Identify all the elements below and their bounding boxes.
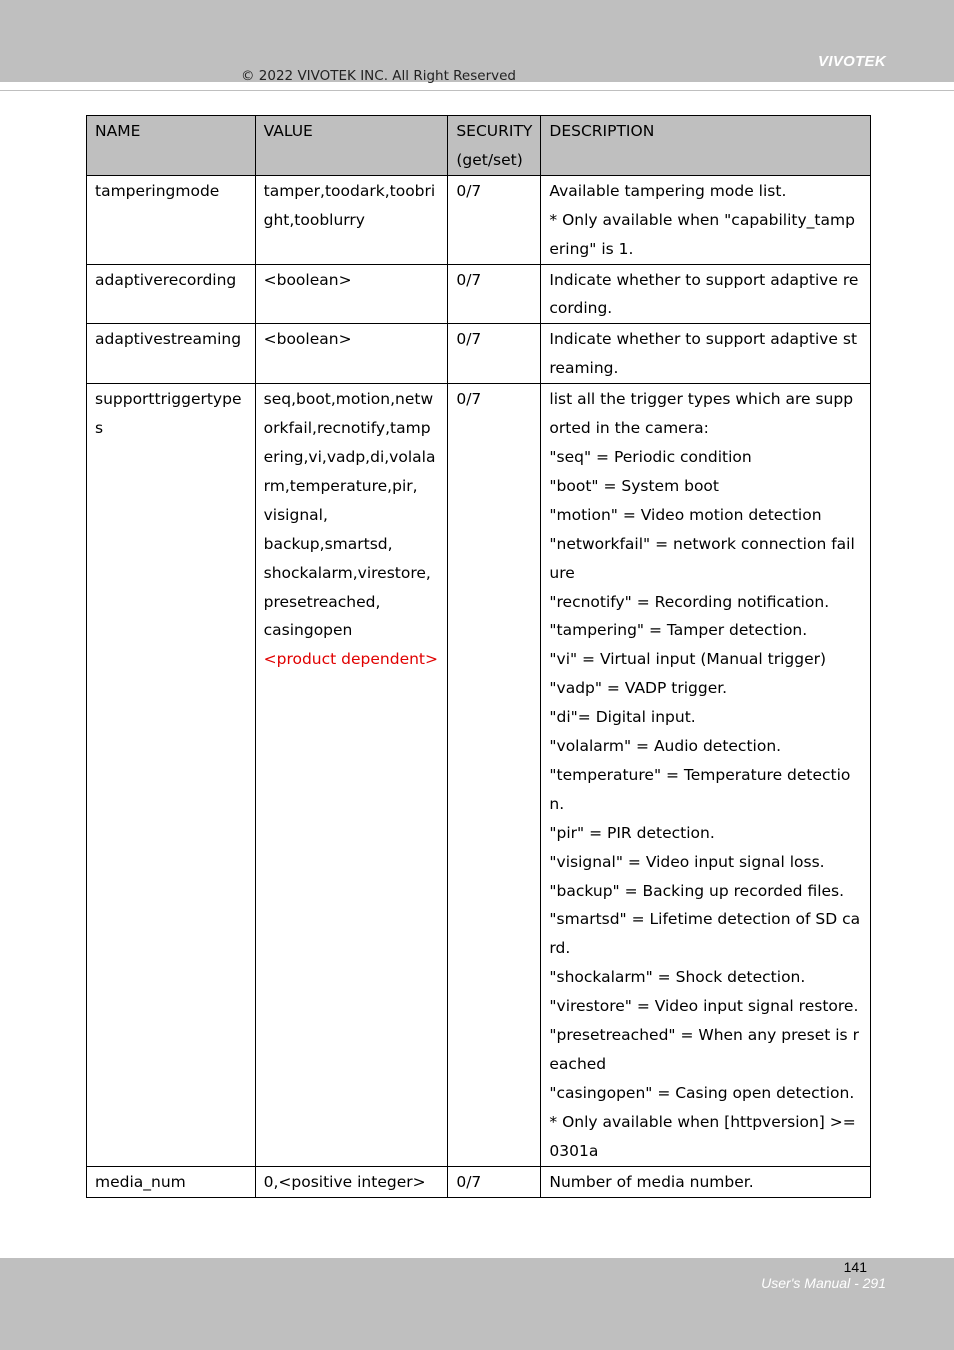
description-line: * Only available when [httpversion] >= 0301a bbox=[549, 1112, 856, 1160]
cell-value bbox=[255, 1166, 448, 1197]
description-line: list all the trigger types which are supported in the camera: bbox=[549, 390, 854, 438]
cell-security: 0/7 bbox=[448, 384, 541, 1166]
value-line: tamper,toodark,toobright,tooblurry bbox=[263, 181, 436, 229]
cell-security: 0/7 bbox=[448, 264, 541, 324]
description-line: "seq" = Periodic condition bbox=[549, 447, 752, 466]
description-line: "presetreached" = When any preset is reached bbox=[549, 1026, 859, 1073]
header-security bbox=[448, 116, 541, 176]
cell-description bbox=[541, 324, 871, 384]
value-line: casingopen bbox=[263, 621, 353, 640]
product-dependent-note: <product dependent> bbox=[263, 650, 438, 669]
header-description-label: DESCRIPTION bbox=[549, 122, 655, 140]
value-line: 0,<positive integer> bbox=[263, 1172, 426, 1191]
table-row bbox=[87, 384, 871, 1166]
value-line: seq,boot,motion,networkfail,recnotify,tampering,vi,vadp,di,volalarm,temperature,pir, bbox=[263, 390, 436, 495]
table-header-row bbox=[87, 116, 871, 176]
cell-security: 0/7 bbox=[448, 324, 541, 384]
cell-name: tamperingmode bbox=[87, 175, 256, 264]
description-line: Number of media number. bbox=[549, 1172, 754, 1191]
description-line: Available tampering mode list. bbox=[549, 181, 787, 200]
description-line: "pir" = PIR detection. bbox=[549, 823, 715, 842]
description-line: * Only available when "capability_tampering" is 1. bbox=[549, 210, 855, 258]
cell-description bbox=[541, 175, 871, 264]
copyright-text: © 2022 VIVOTEK INC. All Right Reserved bbox=[241, 68, 516, 84]
description-line: Indicate whether to support adaptive recording. bbox=[549, 270, 859, 318]
description-line: "visignal" = Video input signal loss. bbox=[549, 852, 825, 871]
description-line: "virestore" = Video input signal restore. bbox=[549, 997, 859, 1016]
description-line: Indicate whether to support adaptive streaming. bbox=[549, 330, 858, 378]
cell-name: supporttriggertypes bbox=[87, 384, 256, 1166]
value-line: <boolean> bbox=[263, 330, 352, 349]
cell-name: adaptiverecording bbox=[87, 264, 256, 324]
header-name bbox=[87, 116, 256, 176]
description-line: "smartsd" = Lifetime detection of SD card. bbox=[549, 910, 861, 958]
cell-value bbox=[255, 384, 448, 1166]
header-divider bbox=[0, 90, 954, 91]
description-line: "backup" = Backing up recorded files. bbox=[549, 881, 845, 900]
table-row bbox=[87, 175, 871, 264]
description-line: "volalarm" = Audio detection. bbox=[549, 737, 782, 756]
description-line: "vadp" = VADP trigger. bbox=[549, 679, 728, 698]
table-row bbox=[87, 1166, 871, 1197]
brand-logo: VIVOTEK bbox=[818, 53, 886, 70]
header-value bbox=[255, 116, 448, 176]
cell-security: 0/7 bbox=[448, 1166, 541, 1197]
cell-security: 0/7 bbox=[448, 175, 541, 264]
description-line: "temperature" = Temperature detection. bbox=[549, 765, 851, 813]
header-security-label: SECURITY bbox=[456, 122, 533, 140]
value-line: <boolean> bbox=[263, 270, 352, 289]
table-row bbox=[87, 264, 871, 324]
value-line: shockalarm,virestore, bbox=[263, 563, 431, 582]
header-value-label: VALUE bbox=[263, 122, 313, 140]
description-line: "motion" = Video motion detection bbox=[549, 505, 822, 524]
value-line: backup,smartsd, bbox=[263, 534, 393, 553]
parameter-table bbox=[86, 115, 871, 1198]
description-line: "vi" = Virtual input (Manual trigger) bbox=[549, 650, 827, 669]
table-row bbox=[87, 324, 871, 384]
header-description bbox=[541, 116, 871, 176]
header-name-label: NAME bbox=[95, 122, 141, 140]
description-line: "casingopen" = Casing open detection. bbox=[549, 1083, 855, 1102]
description-line: "tampering" = Tamper detection. bbox=[549, 621, 808, 640]
manual-page-label: User's Manual - 291 bbox=[761, 1275, 886, 1291]
value-line: visignal, bbox=[263, 505, 328, 524]
footer-band bbox=[0, 1258, 954, 1350]
cell-description bbox=[541, 264, 871, 324]
description-line: "recnotify" = Recording notification. bbox=[549, 592, 830, 611]
description-line: "boot" = System boot bbox=[549, 476, 719, 495]
value-line: presetreached, bbox=[263, 592, 381, 611]
header-security-sublabel: (get/set) bbox=[456, 150, 523, 169]
cell-description bbox=[541, 384, 871, 1166]
cell-name: adaptivestreaming bbox=[87, 324, 256, 384]
description-line: "networkfail" = network connection failure bbox=[549, 534, 855, 582]
description-line: "di"= Digital input. bbox=[549, 708, 696, 727]
description-line: "shockalarm" = Shock detection. bbox=[549, 968, 806, 987]
cell-value bbox=[255, 175, 448, 264]
cell-name: media_num bbox=[87, 1166, 256, 1197]
cell-description bbox=[541, 1166, 871, 1197]
cell-value bbox=[255, 324, 448, 384]
page-number: 141 bbox=[843, 1259, 867, 1275]
cell-value bbox=[255, 264, 448, 324]
